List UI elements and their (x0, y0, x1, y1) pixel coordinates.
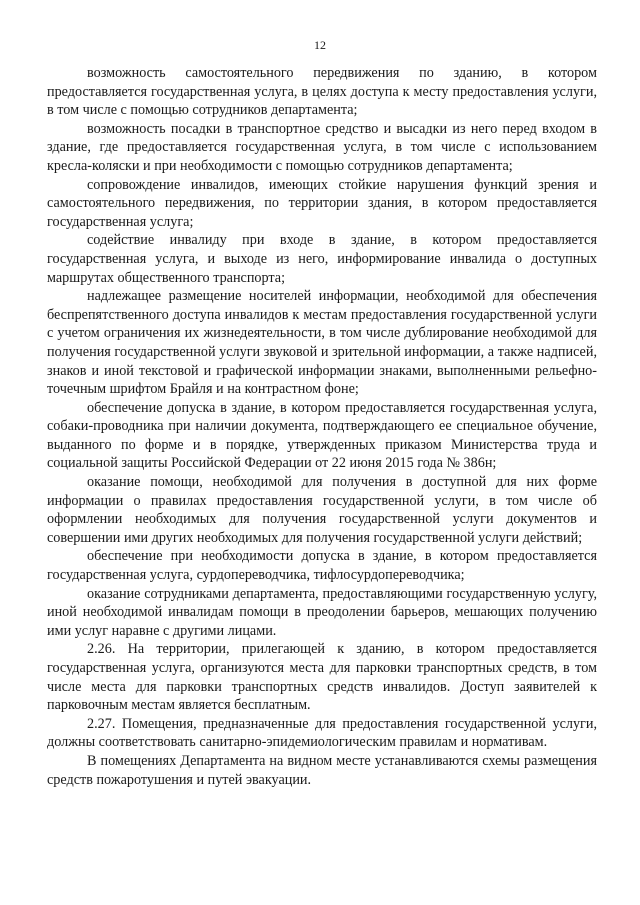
page-number: 12 (314, 38, 326, 52)
paragraph-help-accessible-info: оказание помощи, необходимой для получения в доступной для них форме информации о правилах предоставления государственной услуги, в том числе об оформлении необходимых для получения государственной услуги документов и совершении ими других необходимых для получения государственной услуги действий; (47, 474, 597, 546)
paragraph-entry-assistance: содействие инвалиду при входе в здание, в котором предоставляется государственная услуга, и выходе из него, информирование инвалида о доступных маршрутах общественного транспорта; (47, 232, 597, 286)
paragraph-movement-in-building: возможность самостоятельного передвижения по зданию, в котором предоставляется государственная услуга, в целях доступа к месту предоставления услуги, в том числе с помощью сотрудников департамента; (47, 65, 597, 119)
paragraph-escort-disabled: сопровождение инвалидов, имеющих стойкие нарушения функций зрения и самостоятельного передвижения, по территории здания, в котором предоставляется государственная услуга; (47, 176, 597, 230)
paragraph-sign-interpreter: обеспечение при необходимости допуска в здание, в котором предоставляется государственная услуга, сурдопереводчика, тифлосурдопереводчика; (47, 548, 597, 584)
paragraph-section-2-26: 2.26. На территории, прилегающей к зданию, в котором предоставляется государственная услуга, организуются места для парковки транспортных средств, в том числе места для парковки транспортных средств инвалидов. Доступ заявителей к парковочным местам является бесплатным. (47, 641, 597, 714)
paragraph-guide-dog-access: обеспечение допуска в здание, в котором предоставляется государственная услуга, собаки-проводника при наличии документа, подтверждающего ее специальное обучение, выданного по форме и в порядке, утвержденных приказом Министерства труда и социальной защиты Российской Федерации от 22 июня 2015 года № 386н; (47, 399, 597, 472)
paragraph-vehicle-boarding: возможность посадки в транспортное средство и высадки из него перед входом в здание, где предоставляется государственная услуга, в том числе с использованием кресла-коляски и при необходимости с помощью сотрудников департамента; (47, 120, 597, 174)
paragraph-evacuation-schemes: В помещениях Департамента на видном месте устанавливаются схемы размещения средств пожаротушения и путей эвакуации. (47, 752, 597, 788)
paragraph-staff-assistance: оказание сотрудниками департамента, предоставляющими государственную услугу, иной необходимой инвалидам помощи в преодолении барьеров, мешающих получению ими услуг наравне с другими лицами. (47, 585, 597, 639)
document-body (47, 64, 597, 789)
paragraph-information-placement: надлежащее размещение носителей информации, необходимой для обеспечения беспрепятственного доступа инвалидов к местам предоставления государственной услуги с учетом ограничения их жизнедеятельности, в том числе дублирование необходимой для получения государственной услуги звуковой и зрительной информации, а также надписей, знаков и иной текстовой и графической информации знаками, выполненными рельефно-точечным шрифтом Брайля и на контрастном фоне; (47, 288, 597, 398)
paragraph-section-2-27: 2.27. Помещения, предназначенные для предоставления государственной услуги, должны соответствовать санитарно-эпидемиологическим правилам и нормативам. (47, 715, 597, 751)
